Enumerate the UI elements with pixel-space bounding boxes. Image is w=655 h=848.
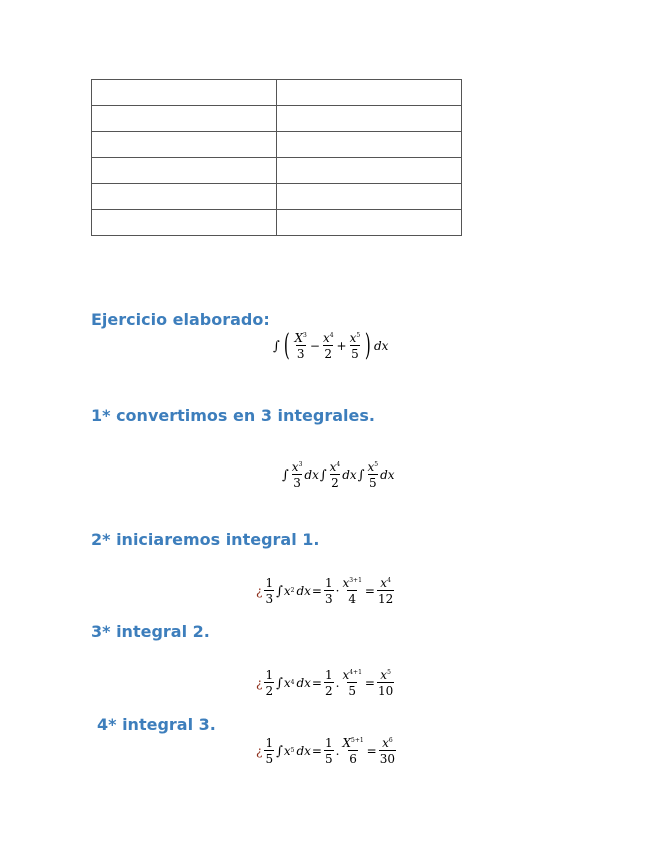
equation-integral-3: ¿ $\frac{1}{5}$ ∫ x 5 dx = $\frac{1}{5}$ . $\frac{X^{5+1}}{6}$ = $\frac{x^6}{30}$ xyxy=(256,736,396,766)
table-cell xyxy=(277,80,462,106)
heading-step-2: 2* iniciaremos integral 1. xyxy=(91,530,320,549)
equation-three-integrals: ∫ $\frac{x^3}{3}$ dx ∫ $\frac{x^4}{2}$ dx ∫ $\frac{x^5}{5}$ dx xyxy=(282,460,395,490)
table-cell xyxy=(92,158,277,184)
table-row xyxy=(92,184,462,210)
fraction: $\frac{x^4}{12}$ xyxy=(377,576,394,606)
table-cell xyxy=(277,106,462,132)
equation-integral-expression: ∫ ( $\frac{X^3}{3}$ − $\frac{x^4}{2}$ + $\frac{x^5}{5}$ ) dx xyxy=(273,328,389,363)
fraction: $\frac{x^{3+1}}{4}$ xyxy=(342,576,362,606)
fraction: $\frac{1}{5}$ xyxy=(265,736,274,766)
fraction: $\frac{x^5}{10}$ xyxy=(377,668,394,698)
fraction: $\frac{x^{4+1}}{5}$ xyxy=(342,668,362,698)
table-row xyxy=(92,132,462,158)
heading-step-4: 4* integral 3. xyxy=(97,715,216,734)
fraction: $\frac{X^{5+1}}{6}$ xyxy=(342,736,364,766)
table-cell xyxy=(277,184,462,210)
fraction: $\frac{x^5}{5}$ xyxy=(367,460,379,490)
fraction: $\frac{x^6}{30}$ xyxy=(379,736,396,766)
right-paren: ) xyxy=(365,328,372,363)
heading-step-1: 1* convertimos en 3 integrales. xyxy=(91,406,375,425)
table-row xyxy=(92,106,462,132)
fraction: $\frac{x^3}{3}$ xyxy=(291,460,303,490)
fraction: $\frac{1}{3}$ xyxy=(324,576,333,606)
fraction: $\frac{X^3}{3}$ xyxy=(294,331,307,361)
fraction: $\frac{1}{3}$ xyxy=(265,576,274,606)
table-row xyxy=(92,210,462,236)
empty-table xyxy=(91,79,462,236)
fraction: $\frac{1}{2}$ xyxy=(265,668,274,698)
equation-integral-1: ¿ $\frac{1}{3}$ ∫ x 2 dx = $\frac{1}{3}$ · $\frac{x^{3+1}}{4}$ = $\frac{x^4}{12}$ xyxy=(256,576,394,606)
fraction: $\frac{x^5}{5}$ xyxy=(349,331,361,361)
table-cell xyxy=(92,132,277,158)
table-cell xyxy=(92,106,277,132)
table-cell xyxy=(92,80,277,106)
fraction: $\frac{x^4}{2}$ xyxy=(329,460,341,490)
equation-integral-2: ¿ $\frac{1}{2}$ ∫ x 4 dx = $\frac{1}{2}$ . $\frac{x^{4+1}}{5}$ = $\frac{x^5}{10}$ xyxy=(256,668,394,698)
heading-ejercicio-elaborado: Ejercicio elaborado: xyxy=(91,310,270,329)
table-cell xyxy=(277,132,462,158)
fraction: $\frac{1}{2}$ xyxy=(324,668,333,698)
table-cell xyxy=(277,210,462,236)
fraction: $\frac{1}{5}$ xyxy=(324,736,333,766)
integral-sign: ∫ xyxy=(273,338,280,354)
left-paren: ( xyxy=(283,328,290,363)
fraction: $\frac{x^4}{2}$ xyxy=(322,331,334,361)
table-cell xyxy=(277,158,462,184)
table-cell xyxy=(92,184,277,210)
table-cell xyxy=(92,210,277,236)
table-row xyxy=(92,80,462,106)
heading-step-3: 3* integral 2. xyxy=(91,622,210,641)
table-row xyxy=(92,158,462,184)
